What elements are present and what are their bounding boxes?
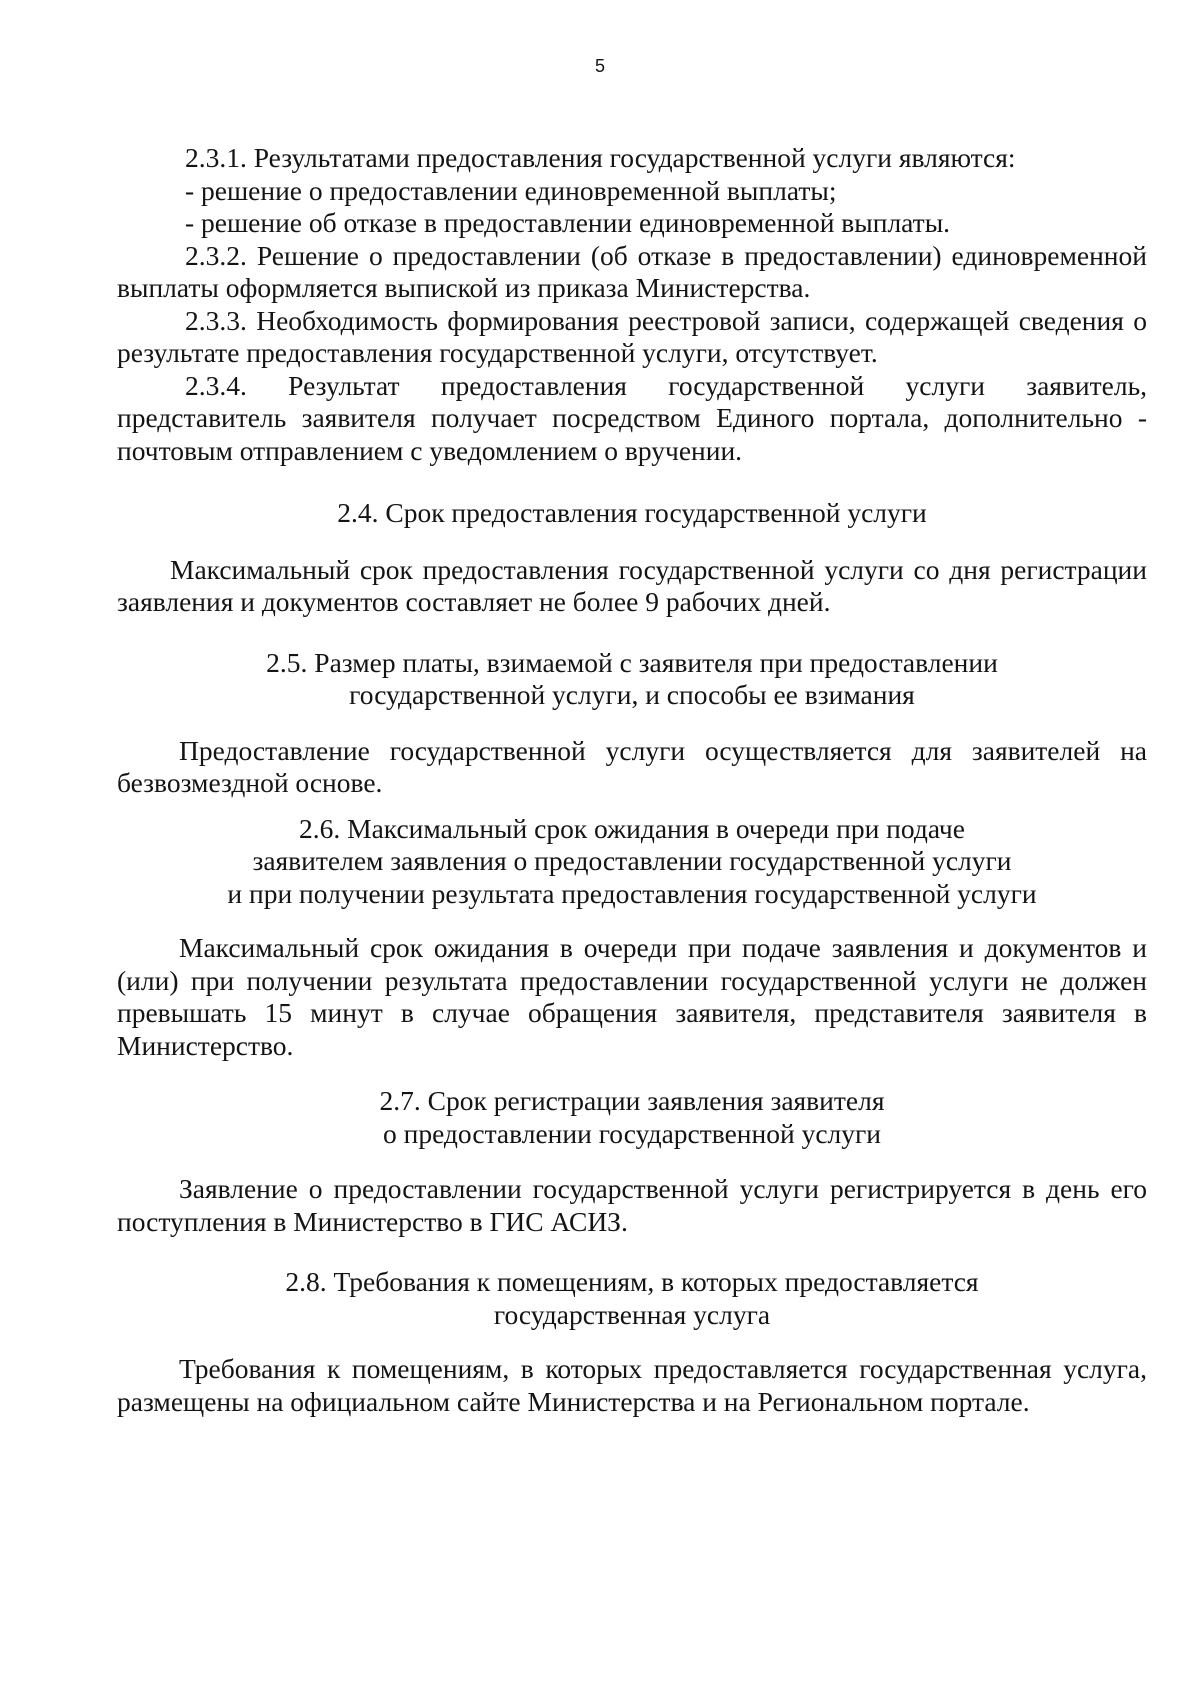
heading-2-6-line-1: 2.6. Максимальный срок ожидания в очереди при подаче [299, 812, 965, 844]
result-item-grant: - решение о предоставлении единовременной выплаты; [185, 174, 837, 206]
heading-2-8-line-2: государственная услуга [493, 1298, 771, 1330]
page-number: 5 [594, 56, 605, 76]
paragraph-2-5: Предоставление государственной услуги осуществляется для заявителей на безвозмездной основе. [117, 734, 1147, 798]
heading-2-8 [117, 1266, 1147, 1331]
heading-2-7 [117, 1085, 1147, 1150]
paragraph-2-6: Максимальный срок ожидания в очереди при подаче заявления и документов и (или) при получении результата предоставлении государственной услуги не должен превышать 15 минут в случае обращения заявителя, представителя заявителя в Министерство. [117, 932, 1147, 1061]
heading-2-4 [117, 497, 1147, 530]
heading-2-5-line-1: 2.5. Размер платы, взимаемой с заявителя при предоставлении [266, 646, 998, 678]
paragraph-2-3-1: 2.3.1. Результатами предоставления государственной услуги являются: [185, 142, 1016, 173]
heading-2-6 [117, 813, 1147, 911]
paragraph-2-7: Заявление о предоставлении государственной услуги регистрируется в день его поступления в Министерство в ГИС АСИЗ. [117, 1173, 1147, 1237]
heading-2-8-line-1: 2.8. Требования к помещениям, в которых предоставляется [285, 1266, 979, 1297]
heading-2-7-line-1: 2.7. Срок регистрации заявления заявителя [379, 1085, 885, 1116]
heading-2-7-line-2: о предоставлении государственной услуги [383, 1117, 881, 1149]
paragraph-2-3-4: 2.3.4. Результат предоставления государственной услуги заявитель, представитель заявителя получает посредством Единого портала, дополнительно - почтовым отправлением с уведомлением о вручении. [117, 369, 1147, 466]
heading-2-6-line-2: заявителем заявления о предоставлении государственной услуги [252, 845, 1012, 876]
paragraph-2-3-3: 2.3.3. Необходимость формирования реестровой записи, содержащей сведения о результате предоставления государственной услуги, отсутствует. [117, 304, 1147, 368]
paragraph-2-8: Требования к помещениям, в которых предоставляется государственная услуга, размещены на официальном сайте Министерства и на Региональном портале. [117, 1353, 1147, 1417]
result-item-refusal: - решение об отказе в предоставлении единовременной выплаты. [185, 207, 951, 238]
heading-2-5 [117, 647, 1147, 712]
document-body [117, 142, 1147, 1418]
heading-2-5-line-2: государственной услуги, и способы ее взимания [349, 679, 915, 710]
paragraph-2-3-2: 2.3.2. Решение о предоставлении (об отказе в предоставлении) единовременной выплаты оформляется выпиской из приказа Министерства. [117, 239, 1147, 303]
paragraph-2-4: Максимальный срок предоставления государственной услуги со дня регистрации заявления и документов составляет не более 9 рабочих дней. [117, 553, 1147, 617]
heading-2-6-line-3: и при получении результата предоставления государственной услуги [227, 877, 1037, 909]
heading-2-4-line: 2.4. Срок предоставления государственной услуги [337, 497, 927, 528]
